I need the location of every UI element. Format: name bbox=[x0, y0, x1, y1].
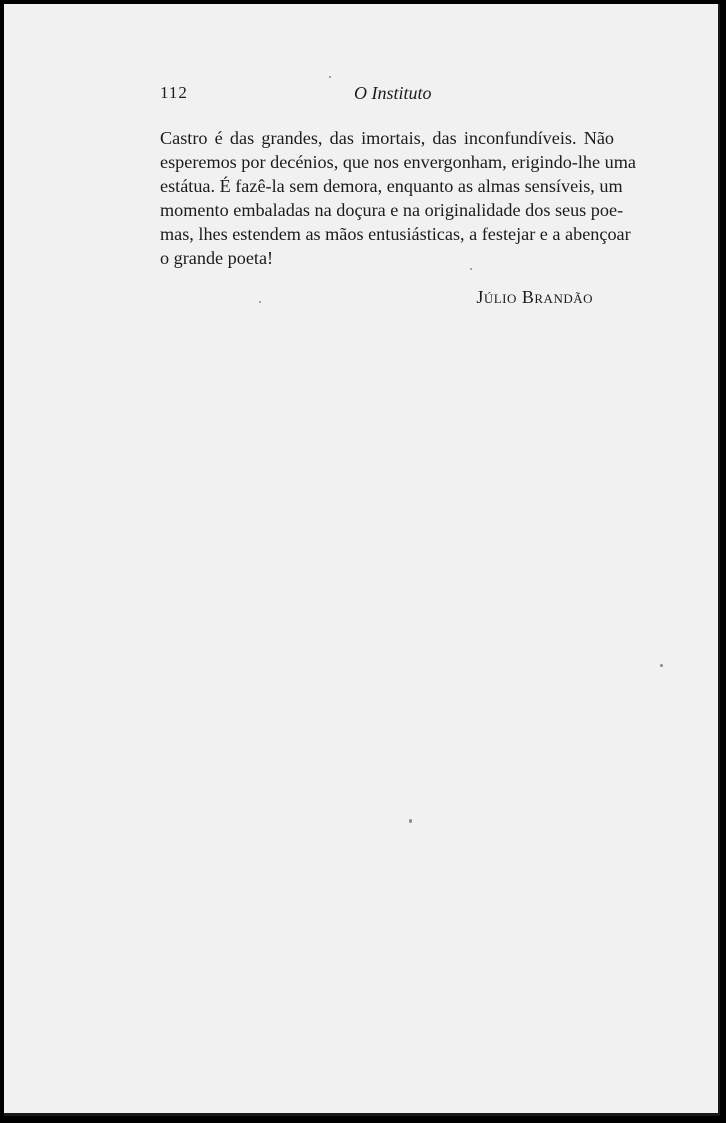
page-number: 112 bbox=[160, 83, 188, 102]
text-line: estátua. É fazê-la sem demora, enquanto as almas sensíveis, um bbox=[160, 176, 623, 196]
author-signature: Júlio Brandão bbox=[476, 287, 593, 307]
scan-speck bbox=[660, 664, 663, 667]
text-line: esperemos por decénios, que nos envergonham, erigindo-lhe uma bbox=[160, 152, 636, 172]
text-line: momento embaladas na doçura e na originalidade dos seus poe- bbox=[160, 200, 624, 220]
running-title: O Instituto bbox=[354, 83, 432, 103]
text-line: Castro é das grandes, das imortais, das inconfundíveis. Não bbox=[160, 128, 614, 148]
document-page bbox=[4, 4, 720, 1116]
text-line: mas, lhes estendem as mãos entusiásticas, a festejar e a abençoar bbox=[160, 224, 631, 244]
body-paragraph bbox=[160, 126, 636, 270]
scan-speck bbox=[470, 268, 472, 270]
scan-speck bbox=[409, 819, 412, 823]
scan-speck bbox=[329, 76, 331, 78]
text-line: o grande poeta! bbox=[160, 248, 274, 268]
scan-speck bbox=[259, 301, 261, 303]
